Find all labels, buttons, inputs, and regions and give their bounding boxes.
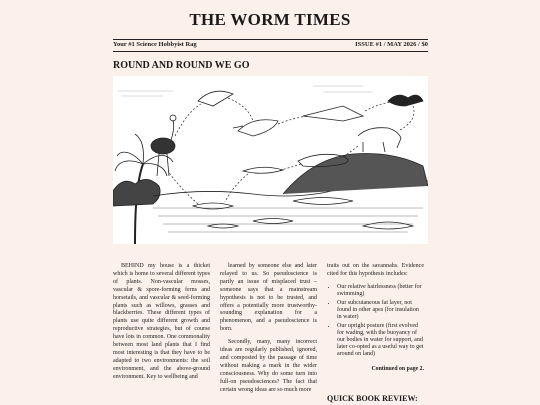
paragraph: BEHIND my house is a thicket which is home to several different types of plants. Non-vascular mosses, vascular & spore-forming ferns and horsetails, and vascular & seed-forming plants such as willows, grasses and blackberries. These different types of plants use quite different growth and reproductive strategies, but of course have lots in common. One commonality between most land plants that I find most interesting is that they have to be adapted to two environments: the soil environment, and the above-ground environment. Key to wellbeing and [113, 263, 210, 380]
tagline: Your #1 Science Hobbyist Rag [113, 41, 197, 48]
book-review-heading: QUICK BOOK REVIEW: [327, 394, 418, 403]
evolution-cycle-illustration [113, 76, 428, 244]
paragraph: learned by someone else and later relayed to us. So pseudoscience is partly an issue of misplaced trust – someone says that a mainstream hypothesis is not to be trusted, and offers a potentially more trustworthy-sounding explanation for a phenomenon, and a pseudoscience is born. [220, 263, 317, 333]
list-item: • Our subcutaneous fat layer, not found in other apes (for insulation in water) [337, 300, 424, 321]
bottom-rule [113, 51, 428, 52]
info-bar [113, 41, 428, 48]
issue-info: ISSUE #1 / MAY 2026 / $0 [355, 41, 428, 48]
article-column-1 [113, 263, 210, 387]
article-column-3 [327, 263, 424, 374]
evidence-list [327, 284, 424, 358]
paragraph: traits out on the savannahs. Evidence cited for this hypothesis includes: [327, 263, 424, 277]
paragraph: Secondly, many, many incorrect ideas are regularly published, ignored, and composted by the passage of time without making a mark in the wider consciousness. Why do some turn into full-on pseudosciences? The fact that certain wrong ideas are so much more [220, 339, 317, 393]
continued-note: Continued on page 2. [371, 365, 424, 372]
list-item: • Our upright posture (first evolved for wading, with the buoyancy of our bodies in water for support, and later co-opted as a useful way to get around on land) [337, 323, 424, 358]
masthead-title: THE WORM TIMES [189, 10, 351, 29]
top-rule [113, 39, 428, 40]
list-item: • Our relative hairlessness (better for swimming) [337, 284, 424, 298]
article-column-2 [220, 263, 317, 400]
article-headline: ROUND AND ROUND WE GO [113, 60, 250, 71]
